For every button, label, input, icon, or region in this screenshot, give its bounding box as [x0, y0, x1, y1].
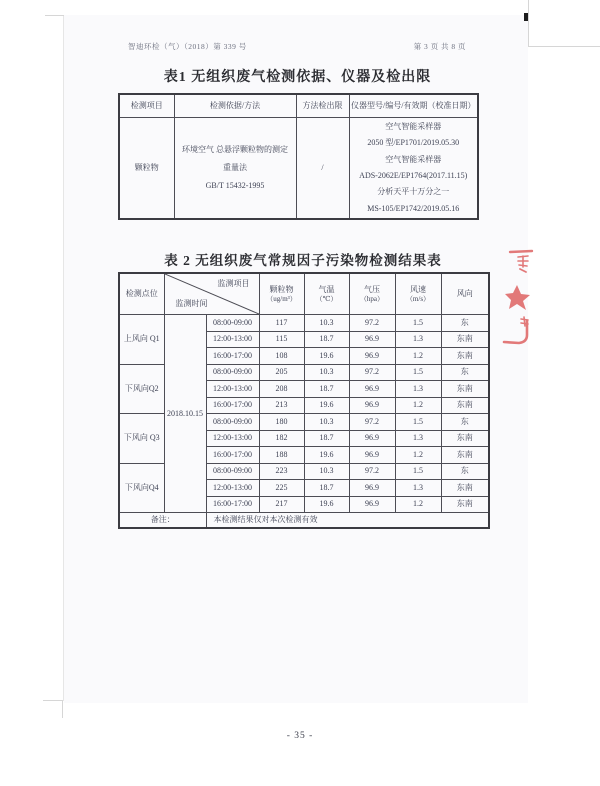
pressure-cell: 96.9 [349, 348, 395, 365]
wind-dir-cell: 东 [441, 364, 489, 381]
page-number: - 35 - [286, 731, 314, 741]
table-row [119, 315, 489, 332]
scan-mark-top-right-h [528, 46, 600, 47]
table1-header-row [119, 94, 478, 118]
wind-speed-cell: 1.2 [395, 496, 441, 513]
monitor-point-cell: 下风向Q4 [119, 463, 164, 513]
method-line: 重量法 [223, 163, 247, 172]
scan-mark-bottom-left-v [62, 700, 63, 718]
wind-dir-cell: 东 [441, 414, 489, 431]
remark-label-cell: 备注： [119, 513, 206, 529]
wind-dir-cell: 东南 [441, 381, 489, 398]
instrument-line: 空气智能采样器 [385, 154, 442, 164]
method-cell [174, 118, 296, 220]
pm-value-cell: 208 [259, 381, 304, 398]
table2-header-row [119, 273, 489, 315]
pressure-cell: 96.9 [349, 447, 395, 464]
monitor-point-cell: 下风向Q2 [119, 364, 164, 414]
col-header-temp: 气温 （℃） [304, 273, 349, 315]
temp-cell: 10.3 [304, 315, 349, 332]
method-line: GB/T 15432-1995 [205, 181, 265, 190]
pm-value-cell: 223 [259, 463, 304, 480]
pm-value-cell: 213 [259, 397, 304, 414]
diagonal-header-cell [164, 273, 259, 315]
wind-speed-cell: 1.3 [395, 430, 441, 447]
pm-value-cell: 188 [259, 447, 304, 464]
wind-speed-cell: 1.5 [395, 463, 441, 480]
page-indicator: 第 3 页 共 8 页 [413, 42, 466, 51]
pressure-cell: 97.2 [349, 463, 395, 480]
stamp-star [505, 285, 530, 310]
wind-dir-cell: 东南 [441, 331, 489, 348]
scan-mark-black-dot [524, 13, 528, 21]
wind-speed-cell: 1.2 [395, 348, 441, 365]
instrument-line: 空气智能采样器 [385, 121, 442, 131]
wind-speed-cell: 1.3 [395, 331, 441, 348]
monitor-point-cell: 下风向 Q3 [119, 414, 164, 464]
wind-dir-cell: 东南 [441, 480, 489, 497]
pm-value-cell: 180 [259, 414, 304, 431]
table1-header-item: 检测项目 [119, 94, 174, 118]
pm-value-cell: 115 [259, 331, 304, 348]
time-cell: 16:00-17:00 [206, 348, 259, 365]
time-cell: 08:00-09:00 [206, 315, 259, 332]
pressure-cell: 97.2 [349, 315, 395, 332]
temp-cell: 18.7 [304, 381, 349, 398]
wind-dir-cell: 东南 [441, 397, 489, 414]
pressure-cell: 97.2 [349, 414, 395, 431]
table2-results [118, 272, 490, 529]
pm-value-cell: 108 [259, 348, 304, 365]
pressure-cell: 96.9 [349, 496, 395, 513]
time-cell: 12:00-13:00 [206, 430, 259, 447]
wind-dir-cell: 东南 [441, 496, 489, 513]
pm-value-cell: 217 [259, 496, 304, 513]
col-header-wind-dir: 风向 [441, 273, 489, 315]
table1-header-instrument: 仪器型号/编号/有效期（校准日期） [349, 94, 478, 118]
col-header-wind-speed: 风速 （m/s） [395, 273, 441, 315]
wind-speed-cell: 1.5 [395, 315, 441, 332]
temp-cell: 10.3 [304, 414, 349, 431]
table2-title: 表 2 无组织废气常规因子污染物检测结果表 [164, 253, 442, 268]
wind-dir-cell: 东 [441, 315, 489, 332]
pm-value-cell: 225 [259, 480, 304, 497]
temp-cell: 19.6 [304, 447, 349, 464]
temp-cell: 10.3 [304, 463, 349, 480]
pressure-cell: 96.9 [349, 480, 395, 497]
wind-dir-cell: 东 [441, 463, 489, 480]
instrument-line: 2050 型/EP1701/2019.05.30 [367, 138, 460, 148]
table1-detection-basis [118, 93, 479, 220]
instrument-line: MS-105/EP1742/2019.05.16 [367, 203, 460, 213]
time-cell: 16:00-17:00 [206, 397, 259, 414]
wind-speed-cell: 1.5 [395, 364, 441, 381]
time-cell: 08:00-09:00 [206, 414, 259, 431]
wind-speed-cell: 1.5 [395, 414, 441, 431]
wind-dir-cell: 东南 [441, 430, 489, 447]
scan-mark-top-right-v [528, 0, 529, 47]
scan-mark-bottom-left-h [43, 700, 63, 701]
col-header-pressure: 气压 （hpa） [349, 273, 395, 315]
time-cell: 16:00-17:00 [206, 447, 259, 464]
temp-cell: 19.6 [304, 348, 349, 365]
wind-dir-cell: 东南 [441, 447, 489, 464]
time-cell: 08:00-09:00 [206, 463, 259, 480]
pm-value-cell: 117 [259, 315, 304, 332]
red-stamp-partial [497, 243, 537, 351]
time-cell: 12:00-13:00 [206, 480, 259, 497]
instrument-line: ADS-2062E/EP1764(2017.11.15) [359, 171, 468, 180]
table1-header-limit: 方法检出限 [296, 94, 349, 118]
wind-speed-cell: 1.2 [395, 447, 441, 464]
item-cell: 颗粒物 [119, 118, 174, 220]
method-line: 环境空气 总悬浮颗粒物的测定 [182, 145, 288, 154]
time-cell: 12:00-13:00 [206, 381, 259, 398]
temp-cell: 18.7 [304, 480, 349, 497]
wind-speed-cell: 1.3 [395, 381, 441, 398]
instrument-cell [349, 118, 478, 220]
scan-mark-top-left-h [45, 15, 64, 16]
pressure-cell: 97.2 [349, 364, 395, 381]
temp-cell: 18.7 [304, 331, 349, 348]
wind-speed-cell: 1.2 [395, 397, 441, 414]
time-cell: 08:00-09:00 [206, 364, 259, 381]
table1-title: 表1 无组织废气检测依据、仪器及检出限 [163, 70, 432, 85]
remark-content-cell: 本检测结果仅对本次检测有效 [206, 513, 489, 529]
pressure-cell: 96.9 [349, 331, 395, 348]
pressure-cell: 96.9 [349, 430, 395, 447]
pressure-cell: 96.9 [349, 381, 395, 398]
pm-value-cell: 205 [259, 364, 304, 381]
point-header-cell: 检测点位 [119, 273, 164, 315]
corner-label-time: 监测时间 [175, 299, 208, 308]
corner-label-project: 监测项目 [217, 279, 250, 288]
instrument-line: 分析天平十万分之一 [377, 187, 450, 197]
col-header-pm: 颗粒物 （ug/m³） [259, 273, 304, 315]
table1-data-row [119, 118, 478, 220]
date-cell: 2018.10.15 [164, 315, 206, 513]
pressure-cell: 96.9 [349, 397, 395, 414]
time-cell: 16:00-17:00 [206, 496, 259, 513]
scan-mark-left-v [63, 15, 64, 701]
document-header [128, 41, 466, 52]
pm-value-cell: 182 [259, 430, 304, 447]
temp-cell: 19.6 [304, 496, 349, 513]
temp-cell: 19.6 [304, 397, 349, 414]
temp-cell: 10.3 [304, 364, 349, 381]
detection-limit-cell: / [296, 118, 349, 220]
table1-header-method: 检测依据/方法 [174, 94, 296, 118]
remark-row [119, 513, 489, 529]
monitor-point-cell: 上风向 Q1 [119, 315, 164, 365]
time-cell: 12:00-13:00 [206, 331, 259, 348]
doc-number: 智迪环检（气）（2018）第 339 号 [128, 42, 247, 51]
wind-speed-cell: 1.3 [395, 480, 441, 497]
wind-dir-cell: 东南 [441, 348, 489, 365]
temp-cell: 18.7 [304, 430, 349, 447]
